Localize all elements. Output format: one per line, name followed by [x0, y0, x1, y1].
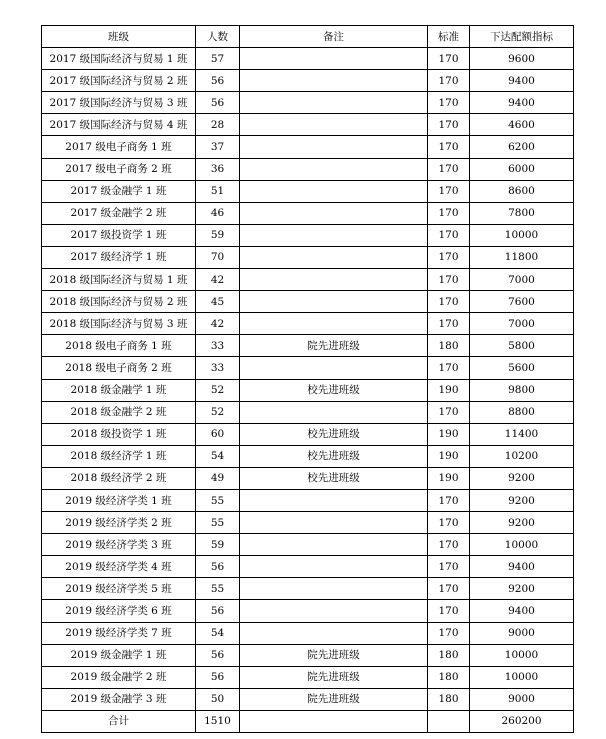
cell-quota: 8600	[470, 180, 574, 202]
cell-note	[240, 534, 428, 556]
cell-standard: 170	[428, 578, 470, 600]
cell-count: 56	[196, 666, 240, 688]
cell-class: 2017 级金融学 2 班	[42, 202, 196, 224]
total-standard	[428, 710, 470, 732]
table-row	[42, 114, 574, 136]
cell-quota: 7600	[470, 291, 574, 313]
cell-note	[240, 48, 428, 70]
table-row	[42, 246, 574, 268]
cell-count: 54	[196, 445, 240, 467]
table-row	[42, 467, 574, 489]
table-row	[42, 489, 574, 511]
cell-quota: 7800	[470, 202, 574, 224]
cell-standard: 170	[428, 313, 470, 335]
table-row	[42, 180, 574, 202]
header-count: 人数	[196, 26, 240, 48]
cell-class: 2017 级国际经济与贸易 1 班	[42, 48, 196, 70]
cell-class: 2018 级经济学 2 班	[42, 467, 196, 489]
cell-note: 校先进班级	[240, 423, 428, 445]
total-quota: 260200	[470, 710, 574, 732]
cell-class: 2018 级国际经济与贸易 2 班	[42, 291, 196, 313]
cell-count: 60	[196, 423, 240, 445]
cell-note	[240, 114, 428, 136]
cell-note	[240, 401, 428, 423]
cell-class: 2019 级经济学类 7 班	[42, 622, 196, 644]
cell-class: 2017 级电子商务 1 班	[42, 136, 196, 158]
cell-count: 56	[196, 92, 240, 114]
cell-note	[240, 600, 428, 622]
cell-class: 2018 级投资学 1 班	[42, 423, 196, 445]
cell-class: 2017 级投资学 1 班	[42, 224, 196, 246]
total-count: 1510	[196, 710, 240, 732]
cell-count: 50	[196, 688, 240, 710]
table-row	[42, 269, 574, 291]
cell-note	[240, 578, 428, 600]
cell-class: 2018 级电子商务 2 班	[42, 357, 196, 379]
header-note: 备注	[240, 26, 428, 48]
cell-standard: 170	[428, 180, 470, 202]
cell-standard: 180	[428, 644, 470, 666]
table-row	[42, 578, 574, 600]
cell-standard: 180	[428, 688, 470, 710]
header-class: 班级	[42, 26, 196, 48]
cell-count: 56	[196, 644, 240, 666]
header-standard: 标准	[428, 26, 470, 48]
cell-class: 2017 级国际经济与贸易 3 班	[42, 92, 196, 114]
cell-standard: 170	[428, 92, 470, 114]
cell-quota: 10200	[470, 445, 574, 467]
cell-class: 2017 级经济学 1 班	[42, 246, 196, 268]
cell-quota: 9200	[470, 578, 574, 600]
cell-quota: 9800	[470, 379, 574, 401]
cell-note	[240, 556, 428, 578]
cell-note	[240, 180, 428, 202]
cell-quota: 9400	[470, 92, 574, 114]
cell-note	[240, 246, 428, 268]
cell-class: 2017 级国际经济与贸易 4 班	[42, 114, 196, 136]
cell-note	[240, 202, 428, 224]
cell-count: 52	[196, 401, 240, 423]
header-row	[42, 26, 574, 48]
cell-class: 2019 级金融学 2 班	[42, 666, 196, 688]
cell-note	[240, 136, 428, 158]
cell-class: 2019 级金融学 1 班	[42, 644, 196, 666]
cell-standard: 170	[428, 489, 470, 511]
cell-quota: 9200	[470, 467, 574, 489]
cell-note: 校先进班级	[240, 379, 428, 401]
table-row	[42, 666, 574, 688]
table-row	[42, 291, 574, 313]
cell-count: 49	[196, 467, 240, 489]
cell-standard: 170	[428, 158, 470, 180]
table-row	[42, 357, 574, 379]
cell-quota: 9400	[470, 70, 574, 92]
table-row	[42, 202, 574, 224]
cell-standard: 170	[428, 202, 470, 224]
cell-standard: 170	[428, 512, 470, 534]
cell-quota: 6200	[470, 136, 574, 158]
cell-quota: 9000	[470, 622, 574, 644]
cell-count: 37	[196, 136, 240, 158]
cell-note: 院先进班级	[240, 666, 428, 688]
cell-note	[240, 489, 428, 511]
table-row	[42, 136, 574, 158]
cell-standard: 170	[428, 291, 470, 313]
cell-class: 2019 级经济学类 3 班	[42, 534, 196, 556]
cell-standard: 180	[428, 666, 470, 688]
cell-note	[240, 70, 428, 92]
cell-quota: 10000	[470, 644, 574, 666]
cell-quota: 6000	[470, 158, 574, 180]
cell-class: 2019 级经济学类 2 班	[42, 512, 196, 534]
table-row	[42, 224, 574, 246]
total-note	[240, 710, 428, 732]
cell-count: 51	[196, 180, 240, 202]
cell-quota: 8800	[470, 401, 574, 423]
table-body	[42, 48, 574, 733]
cell-standard: 170	[428, 622, 470, 644]
cell-quota: 9600	[470, 48, 574, 70]
table-row	[42, 534, 574, 556]
cell-note	[240, 158, 428, 180]
table-header	[42, 26, 574, 48]
header-quota: 下达配额指标	[470, 26, 574, 48]
cell-standard: 170	[428, 600, 470, 622]
cell-standard: 190	[428, 379, 470, 401]
cell-class: 2018 级电子商务 1 班	[42, 335, 196, 357]
cell-count: 59	[196, 224, 240, 246]
cell-count: 45	[196, 291, 240, 313]
cell-count: 42	[196, 269, 240, 291]
table-row	[42, 445, 574, 467]
cell-count: 56	[196, 556, 240, 578]
table-row	[42, 92, 574, 114]
quota-table	[41, 25, 574, 733]
cell-note	[240, 269, 428, 291]
table-row	[42, 688, 574, 710]
cell-class: 2019 级经济学类 5 班	[42, 578, 196, 600]
cell-count: 54	[196, 622, 240, 644]
cell-count: 55	[196, 578, 240, 600]
cell-note: 校先进班级	[240, 467, 428, 489]
cell-standard: 170	[428, 246, 470, 268]
cell-count: 55	[196, 512, 240, 534]
cell-count: 57	[196, 48, 240, 70]
cell-class: 2018 级金融学 1 班	[42, 379, 196, 401]
cell-standard: 190	[428, 467, 470, 489]
cell-count: 46	[196, 202, 240, 224]
cell-quota: 9000	[470, 688, 574, 710]
total-label: 合计	[42, 710, 196, 732]
cell-quota: 7000	[470, 313, 574, 335]
cell-standard: 170	[428, 114, 470, 136]
table-row	[42, 335, 574, 357]
cell-quota: 10000	[470, 224, 574, 246]
cell-standard: 170	[428, 224, 470, 246]
cell-count: 28	[196, 114, 240, 136]
cell-quota: 10000	[470, 666, 574, 688]
cell-quota: 7000	[470, 269, 574, 291]
cell-quota: 9400	[470, 556, 574, 578]
cell-quota: 11800	[470, 246, 574, 268]
cell-note: 院先进班级	[240, 688, 428, 710]
cell-note	[240, 512, 428, 534]
cell-quota: 5800	[470, 335, 574, 357]
cell-note: 院先进班级	[240, 335, 428, 357]
cell-standard: 170	[428, 48, 470, 70]
cell-standard: 170	[428, 534, 470, 556]
cell-class: 2017 级国际经济与贸易 2 班	[42, 70, 196, 92]
cell-note	[240, 291, 428, 313]
cell-standard: 170	[428, 70, 470, 92]
cell-class: 2018 级国际经济与贸易 3 班	[42, 313, 196, 335]
cell-count: 33	[196, 335, 240, 357]
cell-note	[240, 224, 428, 246]
table-row	[42, 48, 574, 70]
cell-count: 56	[196, 600, 240, 622]
cell-class: 2019 级金融学 3 班	[42, 688, 196, 710]
cell-count: 70	[196, 246, 240, 268]
cell-count: 52	[196, 379, 240, 401]
cell-standard: 180	[428, 335, 470, 357]
cell-class: 2018 级经济学 1 班	[42, 445, 196, 467]
cell-note: 校先进班级	[240, 445, 428, 467]
cell-class: 2018 级金融学 2 班	[42, 401, 196, 423]
table-row	[42, 70, 574, 92]
cell-standard: 170	[428, 269, 470, 291]
cell-standard: 170	[428, 136, 470, 158]
cell-quota: 4600	[470, 114, 574, 136]
table-row	[42, 622, 574, 644]
cell-note	[240, 313, 428, 335]
cell-class: 2019 级经济学类 4 班	[42, 556, 196, 578]
cell-class: 2017 级金融学 1 班	[42, 180, 196, 202]
cell-quota: 9200	[470, 512, 574, 534]
table-row	[42, 401, 574, 423]
cell-note	[240, 92, 428, 114]
cell-quota: 10000	[470, 534, 574, 556]
cell-count: 33	[196, 357, 240, 379]
table-row	[42, 512, 574, 534]
cell-note	[240, 622, 428, 644]
cell-quota: 11400	[470, 423, 574, 445]
cell-standard: 190	[428, 423, 470, 445]
cell-standard: 170	[428, 556, 470, 578]
cell-count: 36	[196, 158, 240, 180]
cell-class: 2019 级经济学类 1 班	[42, 489, 196, 511]
table-row	[42, 379, 574, 401]
cell-count: 42	[196, 313, 240, 335]
table-row	[42, 644, 574, 666]
cell-quota: 9200	[470, 489, 574, 511]
cell-count: 55	[196, 489, 240, 511]
cell-count: 59	[196, 534, 240, 556]
cell-class: 2018 级国际经济与贸易 1 班	[42, 269, 196, 291]
table-row	[42, 556, 574, 578]
cell-standard: 170	[428, 401, 470, 423]
total-row	[42, 710, 574, 732]
table-row	[42, 158, 574, 180]
table-row	[42, 423, 574, 445]
cell-note: 院先进班级	[240, 644, 428, 666]
cell-quota: 5600	[470, 357, 574, 379]
table-row	[42, 600, 574, 622]
table-row	[42, 313, 574, 335]
cell-quota: 9400	[470, 600, 574, 622]
cell-standard: 170	[428, 357, 470, 379]
cell-class: 2019 级经济学类 6 班	[42, 600, 196, 622]
cell-count: 56	[196, 70, 240, 92]
cell-standard: 190	[428, 445, 470, 467]
cell-class: 2017 级电子商务 2 班	[42, 158, 196, 180]
cell-note	[240, 357, 428, 379]
